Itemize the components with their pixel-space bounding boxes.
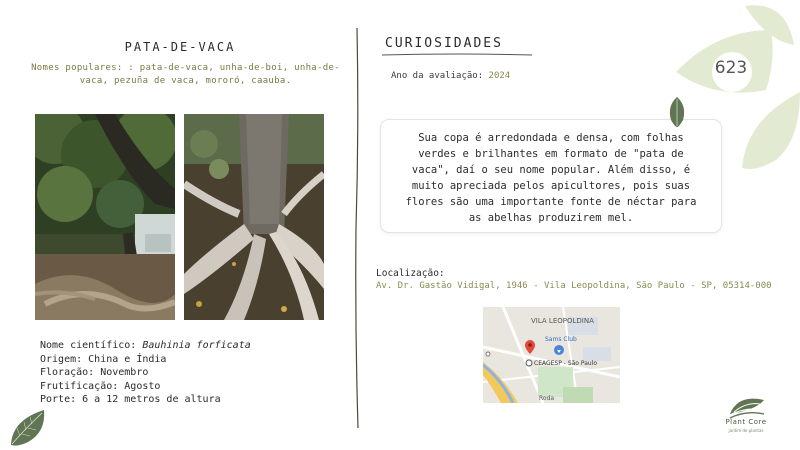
scientific-name-row [40,339,251,353]
decorative-leaves-icon [676,0,800,175]
plant-details [40,339,251,407]
map-place-label: CEAGESP - São Paulo [534,360,598,367]
small-leaf-icon [667,96,687,128]
plant-name-title: PATA-DE-VACA [124,40,236,54]
location-label: Localização: [376,268,445,279]
location-address: Av. Dr. Gastão Vidigal, 1946 - Vila Leopoldina, São Paulo - SP, 05314-000 [376,281,772,291]
vertical-divider [352,28,362,428]
location-map[interactable] [483,307,620,403]
title-underline [382,52,532,58]
brand-tagline: jardim de plantas [728,428,764,433]
map-street-label: Roda [539,395,555,402]
tree-canopy-photo [35,114,175,320]
scientific-name-label: Nome científico: [40,340,143,351]
popular-names: Nomes populares: : pata-de-vaca, unha-de-boi, unha-de-vaca, pezuña de vaca, mororó, caauba. [31,63,340,86]
size-row: Porte: 6 a 12 metros de altura [40,394,221,405]
curiosities-text: Sua copa é arredondada e densa, com folhas verdes e brilhantes em formato de "pata de vaca", daí o seu nome popular. Além disso, é muito apreciada pelos apicultores, pois suas flores são uma importante fonte de néctar para as abelhas produzirem mel. [380,119,722,233]
fruiting-row: Frutificação: Agosto [40,380,161,392]
evaluation-label: Ano da avaliação: [391,71,489,81]
evaluation-year [391,71,510,81]
store-map-marker [554,345,564,355]
map-district-label: VILA LEOPOLDINA [531,317,594,325]
map-store-label: Sams Club [545,336,577,343]
tree-number-badge: 623 [714,58,748,78]
scientific-name: Bauhinia forficata [142,340,251,351]
origin-row: Origem: China e Índia [40,353,167,365]
tree-roots-photo [184,114,324,320]
flowering-row: Floração: Novembro [40,367,149,378]
brand-name: Plant Core [725,418,767,426]
evaluation-year-value: 2024 [488,71,511,81]
curiosities-title: CURIOSIDADES [385,36,503,51]
corner-leaf-icon [8,408,48,448]
